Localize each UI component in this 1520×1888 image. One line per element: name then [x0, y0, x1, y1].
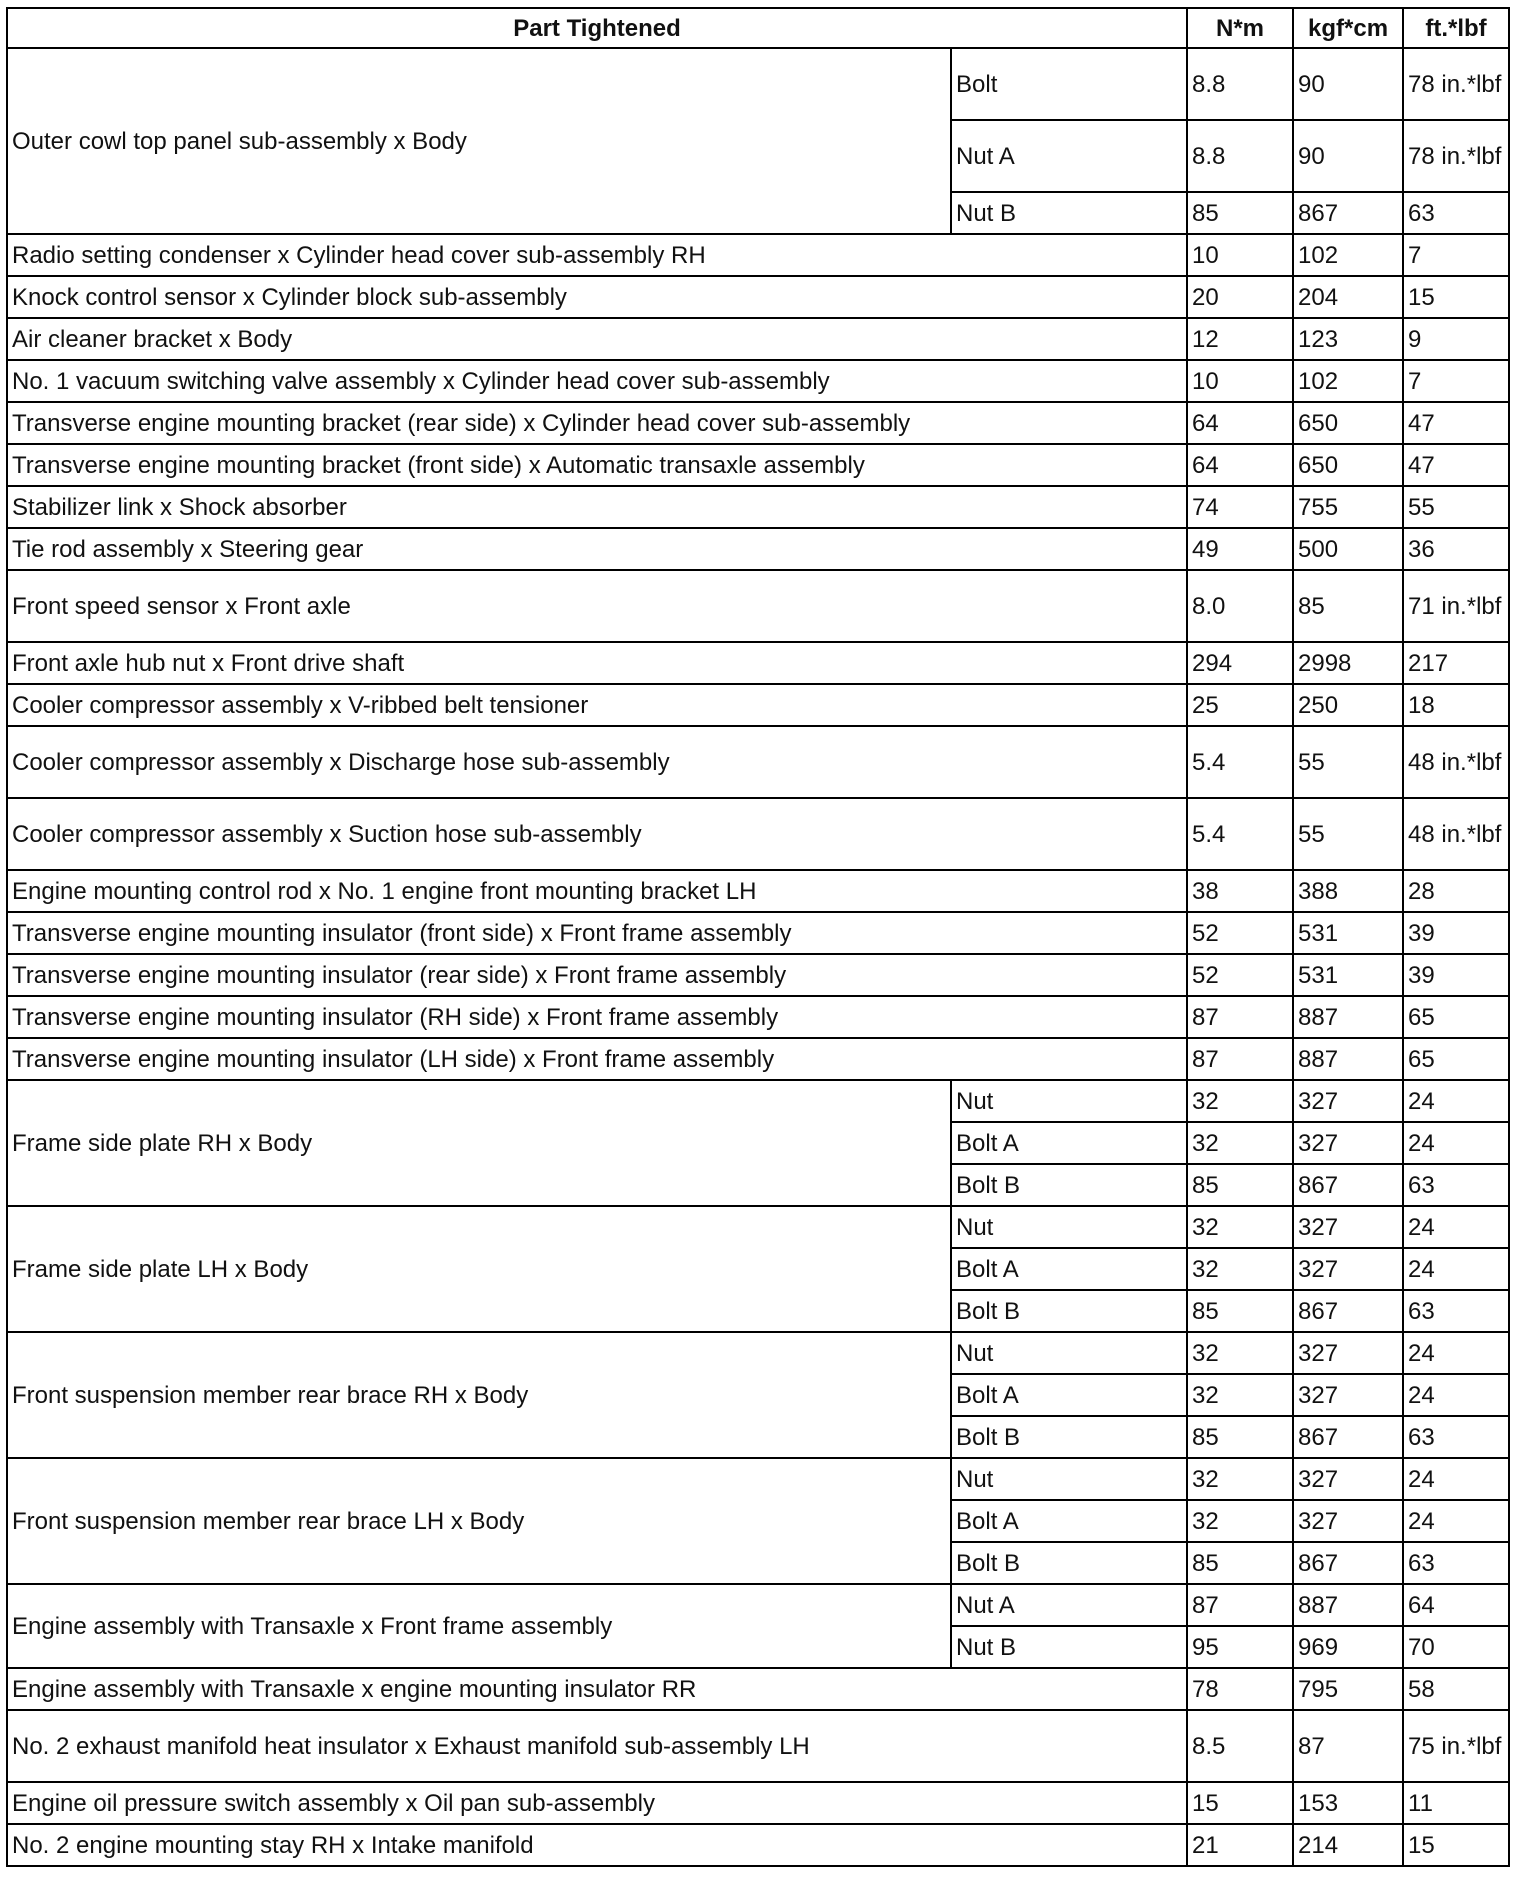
nm-cell: 64 [1187, 402, 1293, 444]
kgf-cm-cell: 531 [1293, 912, 1403, 954]
ft-lbf-cell: 48 in.*lbf [1403, 798, 1509, 870]
fastener-cell: Bolt A [951, 1122, 1187, 1164]
kgf-cm-cell: 327 [1293, 1122, 1403, 1164]
part-tightened-cell: Transverse engine mounting insulator (rear side) x Front frame assembly [7, 954, 1187, 996]
nm-cell: 32 [1187, 1122, 1293, 1164]
ft-lbf-cell: 63 [1403, 192, 1509, 234]
kgf-cm-cell: 650 [1293, 444, 1403, 486]
nm-cell: 32 [1187, 1206, 1293, 1248]
ft-lbf-cell: 24 [1403, 1206, 1509, 1248]
nm-cell: 49 [1187, 528, 1293, 570]
nm-cell: 8.8 [1187, 48, 1293, 120]
kgf-cm-cell: 204 [1293, 276, 1403, 318]
ft-lbf-cell: 63 [1403, 1542, 1509, 1584]
table-row [7, 276, 1509, 318]
nm-cell: 32 [1187, 1248, 1293, 1290]
part-tightened-cell: Cooler compressor assembly x Discharge hose sub-assembly [7, 726, 1187, 798]
kgf-cm-cell: 867 [1293, 1542, 1403, 1584]
nm-cell: 32 [1187, 1374, 1293, 1416]
kgf-cm-cell: 969 [1293, 1626, 1403, 1668]
kgf-cm-cell: 887 [1293, 1038, 1403, 1080]
ft-lbf-cell: 39 [1403, 912, 1509, 954]
ft-lbf-cell: 24 [1403, 1122, 1509, 1164]
table-row [7, 1710, 1509, 1782]
table-row [7, 1824, 1509, 1866]
ft-lbf-cell: 15 [1403, 276, 1509, 318]
ft-lbf-cell: 75 in.*lbf [1403, 1710, 1509, 1782]
kgf-cm-cell: 755 [1293, 486, 1403, 528]
kgf-cm-cell: 531 [1293, 954, 1403, 996]
table-row [7, 444, 1509, 486]
nm-cell: 87 [1187, 1038, 1293, 1080]
nm-cell: 21 [1187, 1824, 1293, 1866]
part-tightened-cell: Knock control sensor x Cylinder block sub-assembly [7, 276, 1187, 318]
nm-cell: 32 [1187, 1080, 1293, 1122]
fastener-cell: Bolt B [951, 1416, 1187, 1458]
kgf-cm-cell: 102 [1293, 360, 1403, 402]
ft-lbf-cell: 9 [1403, 318, 1509, 360]
nm-cell: 8.5 [1187, 1710, 1293, 1782]
part-tightened-cell: Transverse engine mounting bracket (front side) x Automatic transaxle assembly [7, 444, 1187, 486]
table-row [7, 726, 1509, 798]
kgf-cm-cell: 867 [1293, 192, 1403, 234]
nm-cell: 87 [1187, 1584, 1293, 1626]
ft-lbf-cell: 217 [1403, 642, 1509, 684]
part-tightened-cell: Transverse engine mounting insulator (LH side) x Front frame assembly [7, 1038, 1187, 1080]
part-tightened-cell: Engine assembly with Transaxle x engine mounting insulator RR [7, 1668, 1187, 1710]
ft-lbf-cell: 63 [1403, 1290, 1509, 1332]
ft-lbf-cell: 7 [1403, 360, 1509, 402]
nm-cell: 15 [1187, 1782, 1293, 1824]
ft-lbf-cell: 63 [1403, 1164, 1509, 1206]
ft-lbf-cell: 24 [1403, 1500, 1509, 1542]
ft-lbf-cell: 11 [1403, 1782, 1509, 1824]
nm-cell: 8.8 [1187, 120, 1293, 192]
table-row [7, 570, 1509, 642]
nm-cell: 85 [1187, 1416, 1293, 1458]
ft-lbf-cell: 7 [1403, 234, 1509, 276]
ft-lbf-cell: 24 [1403, 1332, 1509, 1374]
ft-lbf-cell: 71 in.*lbf [1403, 570, 1509, 642]
part-tightened-cell: Stabilizer link x Shock absorber [7, 486, 1187, 528]
nm-cell: 32 [1187, 1458, 1293, 1500]
ft-lbf-cell: 24 [1403, 1248, 1509, 1290]
kgf-cm-cell: 90 [1293, 48, 1403, 120]
part-tightened-cell: Outer cowl top panel sub-assembly x Body [7, 48, 951, 234]
kgf-cm-cell: 650 [1293, 402, 1403, 444]
nm-cell: 74 [1187, 486, 1293, 528]
ft-lbf-cell: 70 [1403, 1626, 1509, 1668]
table-row [7, 798, 1509, 870]
fastener-cell: Bolt B [951, 1542, 1187, 1584]
kgf-cm-cell: 250 [1293, 684, 1403, 726]
fastener-cell: Nut B [951, 192, 1187, 234]
ft-lbf-cell: 39 [1403, 954, 1509, 996]
kgf-cm-cell: 887 [1293, 1584, 1403, 1626]
fastener-cell: Bolt A [951, 1374, 1187, 1416]
fastener-cell: Bolt A [951, 1500, 1187, 1542]
kgf-cm-cell: 867 [1293, 1416, 1403, 1458]
kgf-cm-cell: 327 [1293, 1374, 1403, 1416]
part-tightened-cell: Cooler compressor assembly x Suction hose sub-assembly [7, 798, 1187, 870]
table-row [7, 360, 1509, 402]
table-row [7, 642, 1509, 684]
nm-cell: 25 [1187, 684, 1293, 726]
fastener-cell: Nut [951, 1206, 1187, 1248]
table-row [7, 1206, 1509, 1248]
nm-cell: 52 [1187, 912, 1293, 954]
kgf-cm-cell: 87 [1293, 1710, 1403, 1782]
nm-cell: 20 [1187, 276, 1293, 318]
kgf-cm-cell: 102 [1293, 234, 1403, 276]
nm-cell: 5.4 [1187, 726, 1293, 798]
nm-cell: 5.4 [1187, 798, 1293, 870]
kgf-cm-cell: 123 [1293, 318, 1403, 360]
nm-cell: 32 [1187, 1332, 1293, 1374]
table-row [7, 1332, 1509, 1374]
part-tightened-cell: No. 2 exhaust manifold heat insulator x Exhaust manifold sub-assembly LH [7, 1710, 1187, 1782]
kgf-cm-cell: 90 [1293, 120, 1403, 192]
ft-lbf-cell: 64 [1403, 1584, 1509, 1626]
torque-specification-table [6, 7, 1510, 1867]
table-row [7, 1782, 1509, 1824]
ft-lbf-cell: 65 [1403, 1038, 1509, 1080]
table-row [7, 486, 1509, 528]
kgf-cm-cell: 2998 [1293, 642, 1403, 684]
ft-lbf-cell: 36 [1403, 528, 1509, 570]
part-tightened-cell: Engine oil pressure switch assembly x Oil pan sub-assembly [7, 1782, 1187, 1824]
header-part-tightened: Part Tightened [7, 8, 1187, 48]
part-tightened-cell: No. 2 engine mounting stay RH x Intake manifold [7, 1824, 1187, 1866]
ft-lbf-cell: 18 [1403, 684, 1509, 726]
part-tightened-cell: Air cleaner bracket x Body [7, 318, 1187, 360]
ft-lbf-cell: 24 [1403, 1374, 1509, 1416]
table-row [7, 1668, 1509, 1710]
fastener-cell: Bolt A [951, 1248, 1187, 1290]
part-tightened-cell: Tie rod assembly x Steering gear [7, 528, 1187, 570]
table-row [7, 912, 1509, 954]
part-tightened-cell: Engine mounting control rod x No. 1 engine front mounting bracket LH [7, 870, 1187, 912]
nm-cell: 87 [1187, 996, 1293, 1038]
header-nm: N*m [1187, 8, 1293, 48]
nm-cell: 85 [1187, 1290, 1293, 1332]
ft-lbf-cell: 58 [1403, 1668, 1509, 1710]
table-row [7, 48, 1509, 120]
nm-cell: 38 [1187, 870, 1293, 912]
kgf-cm-cell: 795 [1293, 1668, 1403, 1710]
table-row [7, 234, 1509, 276]
kgf-cm-cell: 500 [1293, 528, 1403, 570]
part-tightened-cell: Transverse engine mounting bracket (rear side) x Cylinder head cover sub-assembly [7, 402, 1187, 444]
table-row [7, 1038, 1509, 1080]
kgf-cm-cell: 887 [1293, 996, 1403, 1038]
fastener-cell: Nut [951, 1080, 1187, 1122]
kgf-cm-cell: 214 [1293, 1824, 1403, 1866]
ft-lbf-cell: 78 in.*lbf [1403, 48, 1509, 120]
part-tightened-cell: Radio setting condenser x Cylinder head cover sub-assembly RH [7, 234, 1187, 276]
fastener-cell: Bolt B [951, 1164, 1187, 1206]
ft-lbf-cell: 24 [1403, 1458, 1509, 1500]
ft-lbf-cell: 24 [1403, 1080, 1509, 1122]
kgf-cm-cell: 85 [1293, 570, 1403, 642]
kgf-cm-cell: 327 [1293, 1332, 1403, 1374]
ft-lbf-cell: 47 [1403, 402, 1509, 444]
nm-cell: 95 [1187, 1626, 1293, 1668]
fastener-cell: Nut B [951, 1626, 1187, 1668]
fastener-cell: Bolt B [951, 1290, 1187, 1332]
kgf-cm-cell: 327 [1293, 1080, 1403, 1122]
ft-lbf-cell: 47 [1403, 444, 1509, 486]
ft-lbf-cell: 48 in.*lbf [1403, 726, 1509, 798]
kgf-cm-cell: 388 [1293, 870, 1403, 912]
table-row [7, 684, 1509, 726]
header-kgf-cm: kgf*cm [1293, 8, 1403, 48]
kgf-cm-cell: 327 [1293, 1206, 1403, 1248]
fastener-cell: Bolt [951, 48, 1187, 120]
nm-cell: 85 [1187, 1542, 1293, 1584]
header-ft-lbf: ft.*lbf [1403, 8, 1509, 48]
fastener-cell: Nut [951, 1332, 1187, 1374]
fastener-cell: Nut [951, 1458, 1187, 1500]
part-tightened-cell: Front axle hub nut x Front drive shaft [7, 642, 1187, 684]
nm-cell: 10 [1187, 234, 1293, 276]
kgf-cm-cell: 867 [1293, 1290, 1403, 1332]
kgf-cm-cell: 867 [1293, 1164, 1403, 1206]
header-row [7, 8, 1509, 48]
table-row [7, 996, 1509, 1038]
ft-lbf-cell: 28 [1403, 870, 1509, 912]
nm-cell: 78 [1187, 1668, 1293, 1710]
part-tightened-cell: Frame side plate RH x Body [7, 1080, 951, 1206]
fastener-cell: Nut A [951, 120, 1187, 192]
nm-cell: 85 [1187, 192, 1293, 234]
kgf-cm-cell: 327 [1293, 1458, 1403, 1500]
kgf-cm-cell: 327 [1293, 1248, 1403, 1290]
part-tightened-cell: Transverse engine mounting insulator (RH side) x Front frame assembly [7, 996, 1187, 1038]
nm-cell: 10 [1187, 360, 1293, 402]
nm-cell: 32 [1187, 1500, 1293, 1542]
nm-cell: 52 [1187, 954, 1293, 996]
ft-lbf-cell: 65 [1403, 996, 1509, 1038]
fastener-cell: Nut A [951, 1584, 1187, 1626]
part-tightened-cell: Frame side plate LH x Body [7, 1206, 951, 1332]
kgf-cm-cell: 153 [1293, 1782, 1403, 1824]
table-row [7, 954, 1509, 996]
part-tightened-cell: Transverse engine mounting insulator (front side) x Front frame assembly [7, 912, 1187, 954]
table-row [7, 1080, 1509, 1122]
part-tightened-cell: Front suspension member rear brace LH x Body [7, 1458, 951, 1584]
nm-cell: 294 [1187, 642, 1293, 684]
table-body [7, 48, 1509, 1866]
table-row [7, 528, 1509, 570]
nm-cell: 85 [1187, 1164, 1293, 1206]
kgf-cm-cell: 327 [1293, 1500, 1403, 1542]
table-row [7, 1458, 1509, 1500]
table-row [7, 1584, 1509, 1626]
ft-lbf-cell: 55 [1403, 486, 1509, 528]
part-tightened-cell: Cooler compressor assembly x V-ribbed belt tensioner [7, 684, 1187, 726]
ft-lbf-cell: 15 [1403, 1824, 1509, 1866]
table-row [7, 870, 1509, 912]
nm-cell: 64 [1187, 444, 1293, 486]
table-row [7, 318, 1509, 360]
ft-lbf-cell: 63 [1403, 1416, 1509, 1458]
part-tightened-cell: Engine assembly with Transaxle x Front frame assembly [7, 1584, 951, 1668]
part-tightened-cell: Front suspension member rear brace RH x Body [7, 1332, 951, 1458]
ft-lbf-cell: 78 in.*lbf [1403, 120, 1509, 192]
part-tightened-cell: No. 1 vacuum switching valve assembly x Cylinder head cover sub-assembly [7, 360, 1187, 402]
kgf-cm-cell: 55 [1293, 726, 1403, 798]
kgf-cm-cell: 55 [1293, 798, 1403, 870]
nm-cell: 12 [1187, 318, 1293, 360]
nm-cell: 8.0 [1187, 570, 1293, 642]
part-tightened-cell: Front speed sensor x Front axle [7, 570, 1187, 642]
table-row [7, 402, 1509, 444]
